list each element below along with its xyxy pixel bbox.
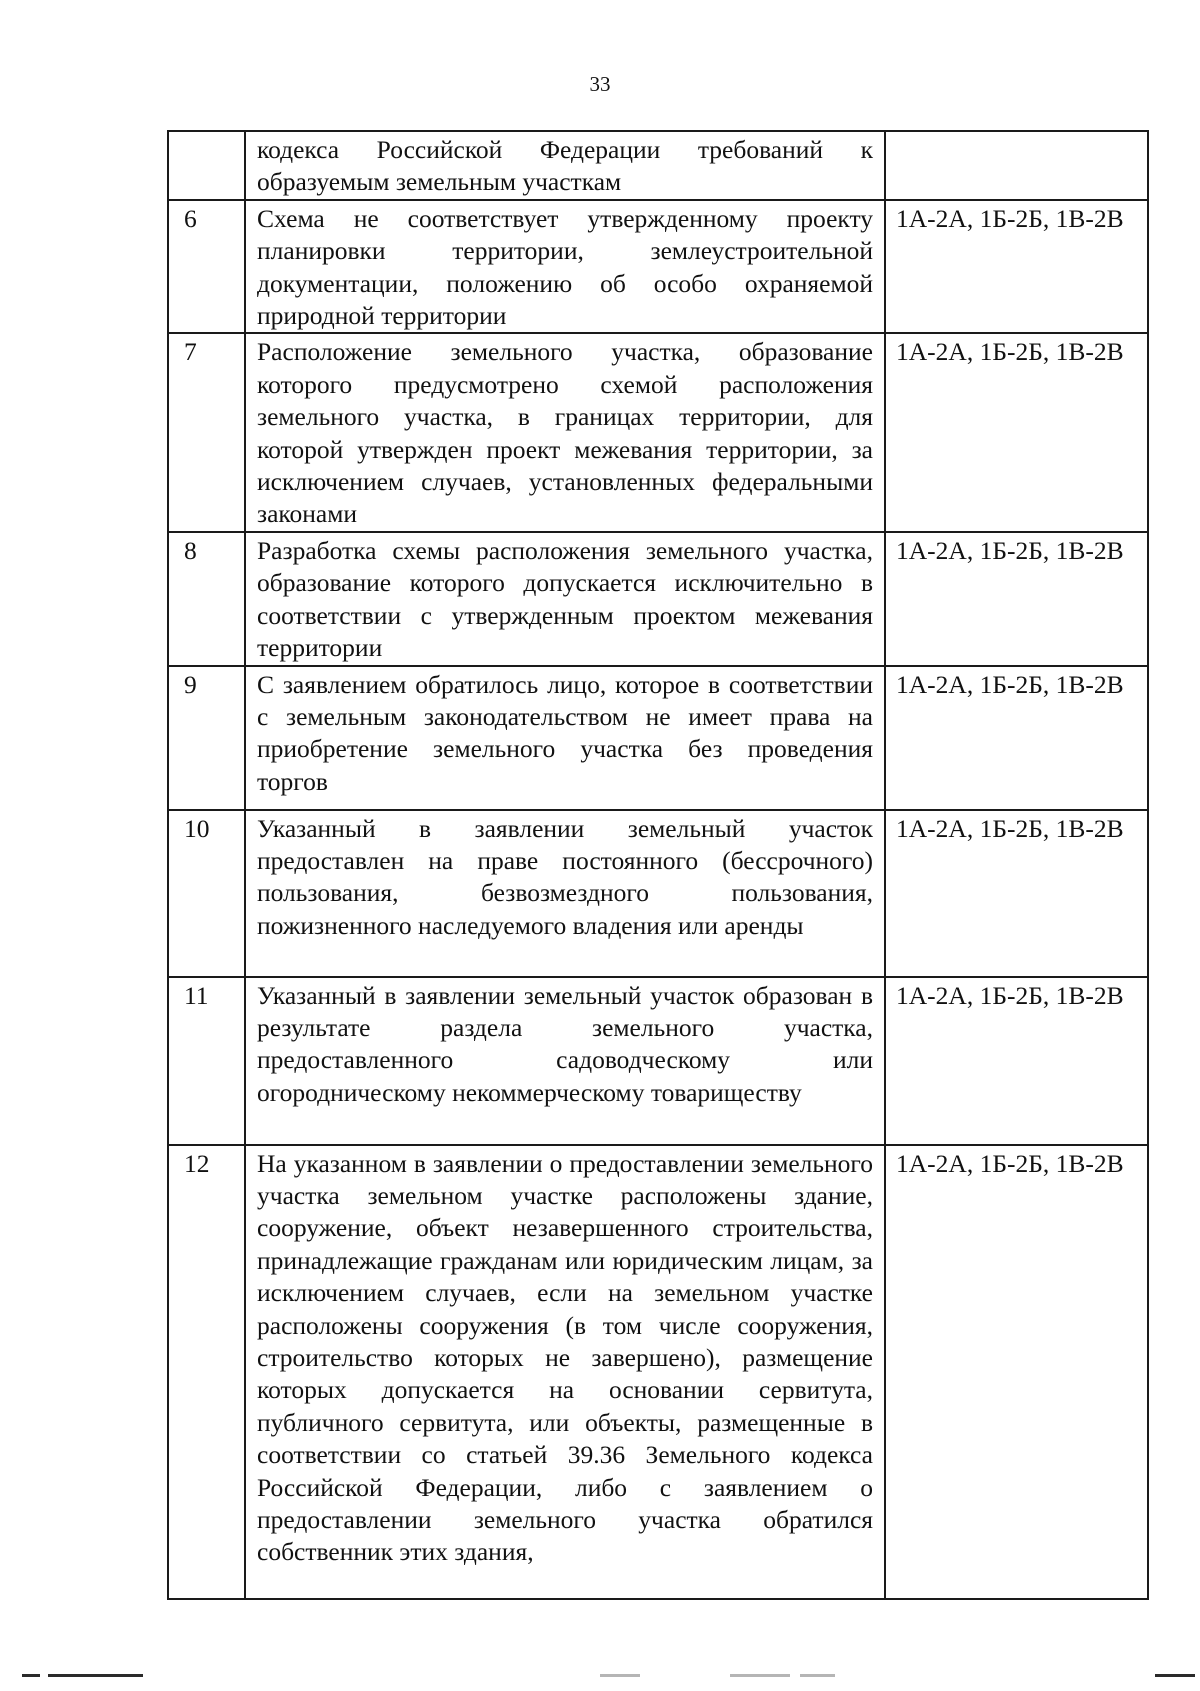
row-code: [885, 131, 1148, 200]
row-text: кодекса Российской Федерации требований к образуемым земельным участкам: [245, 131, 885, 200]
table-row: [168, 333, 1148, 531]
table-row: [168, 666, 1148, 810]
row-number: 7: [168, 333, 245, 531]
table-row: [168, 810, 1148, 977]
row-text: С заявлением обратилось лицо, которое в соответствии с земельным законодательством не имеет права на приобретение земельного участка без проведения торгов: [245, 666, 885, 810]
requirements-table: [167, 130, 1149, 1600]
row-number: 11: [168, 977, 245, 1145]
row-text: Расположение земельного участка, образование которого предусмотрено схемой расположения земельного участка, в границах территории, для которой утвержден проект межевания территории, за исключением случаев, установленных федеральными законами: [245, 333, 885, 531]
row-code: 1А-2А, 1Б-2Б, 1В-2В: [885, 810, 1148, 977]
row-code: 1А-2А, 1Б-2Б, 1В-2В: [885, 532, 1148, 666]
table-row: [168, 200, 1148, 334]
row-text: Разработка схемы расположения земельного участка, образование которого допускается исключительно в соответствии с утвержденным проектом межевания территории: [245, 532, 885, 666]
page-number: 33: [589, 72, 611, 96]
row-code: 1А-2А, 1Б-2Б, 1В-2В: [885, 666, 1148, 810]
table-row: [168, 131, 1148, 200]
scan-edge-artifact: [0, 1672, 1200, 1680]
row-number: 8: [168, 532, 245, 666]
row-text: Указанный в заявлении земельный участок предоставлен на праве постоянного (бессрочного) пользования, безвозмездного пользования, пожизненного наследуемого владения или аренды: [245, 810, 885, 977]
row-code: 1А-2А, 1Б-2Б, 1В-2В: [885, 977, 1148, 1145]
row-code: 1А-2А, 1Б-2Б, 1В-2В: [885, 200, 1148, 334]
row-code: 1А-2А, 1Б-2Б, 1В-2В: [885, 1145, 1148, 1599]
table-row: [168, 532, 1148, 666]
row-text: На указанном в заявлении о предоставлении земельного участка земельном участке расположены здание, сооружение, объект незавершенного строительства, принадлежащие гражданам или юридическим лицам, за исключением случаев, если на земельном участке расположены сооружения (в том числе сооружения, строительство которых не завершено), размещение которых допускается на основании сервитута, публичного сервитута, или объекты, размещенные в соответствии со статьей 39.36 Земельного кодекса Российской Федерации, либо с заявлением о предоставлении земельного участка обратился собственник этих здания,: [245, 1145, 885, 1599]
row-number: 6: [168, 200, 245, 334]
row-text: Схема не соответствует утвержденному проекту планировки территории, землеустроительной документации, положению об особо охраняемой природной территории: [245, 200, 885, 334]
row-number: 10: [168, 810, 245, 977]
row-number: 9: [168, 666, 245, 810]
table-row: [168, 977, 1148, 1145]
row-code: 1А-2А, 1Б-2Б, 1В-2В: [885, 333, 1148, 531]
row-text: Указанный в заявлении земельный участок образован в результате раздела земельного участка, предоставленного садоводческому или огородническому некоммерческому товариществу: [245, 977, 885, 1145]
row-number: 12: [168, 1145, 245, 1599]
table-row: [168, 1145, 1148, 1599]
row-number: [168, 131, 245, 200]
